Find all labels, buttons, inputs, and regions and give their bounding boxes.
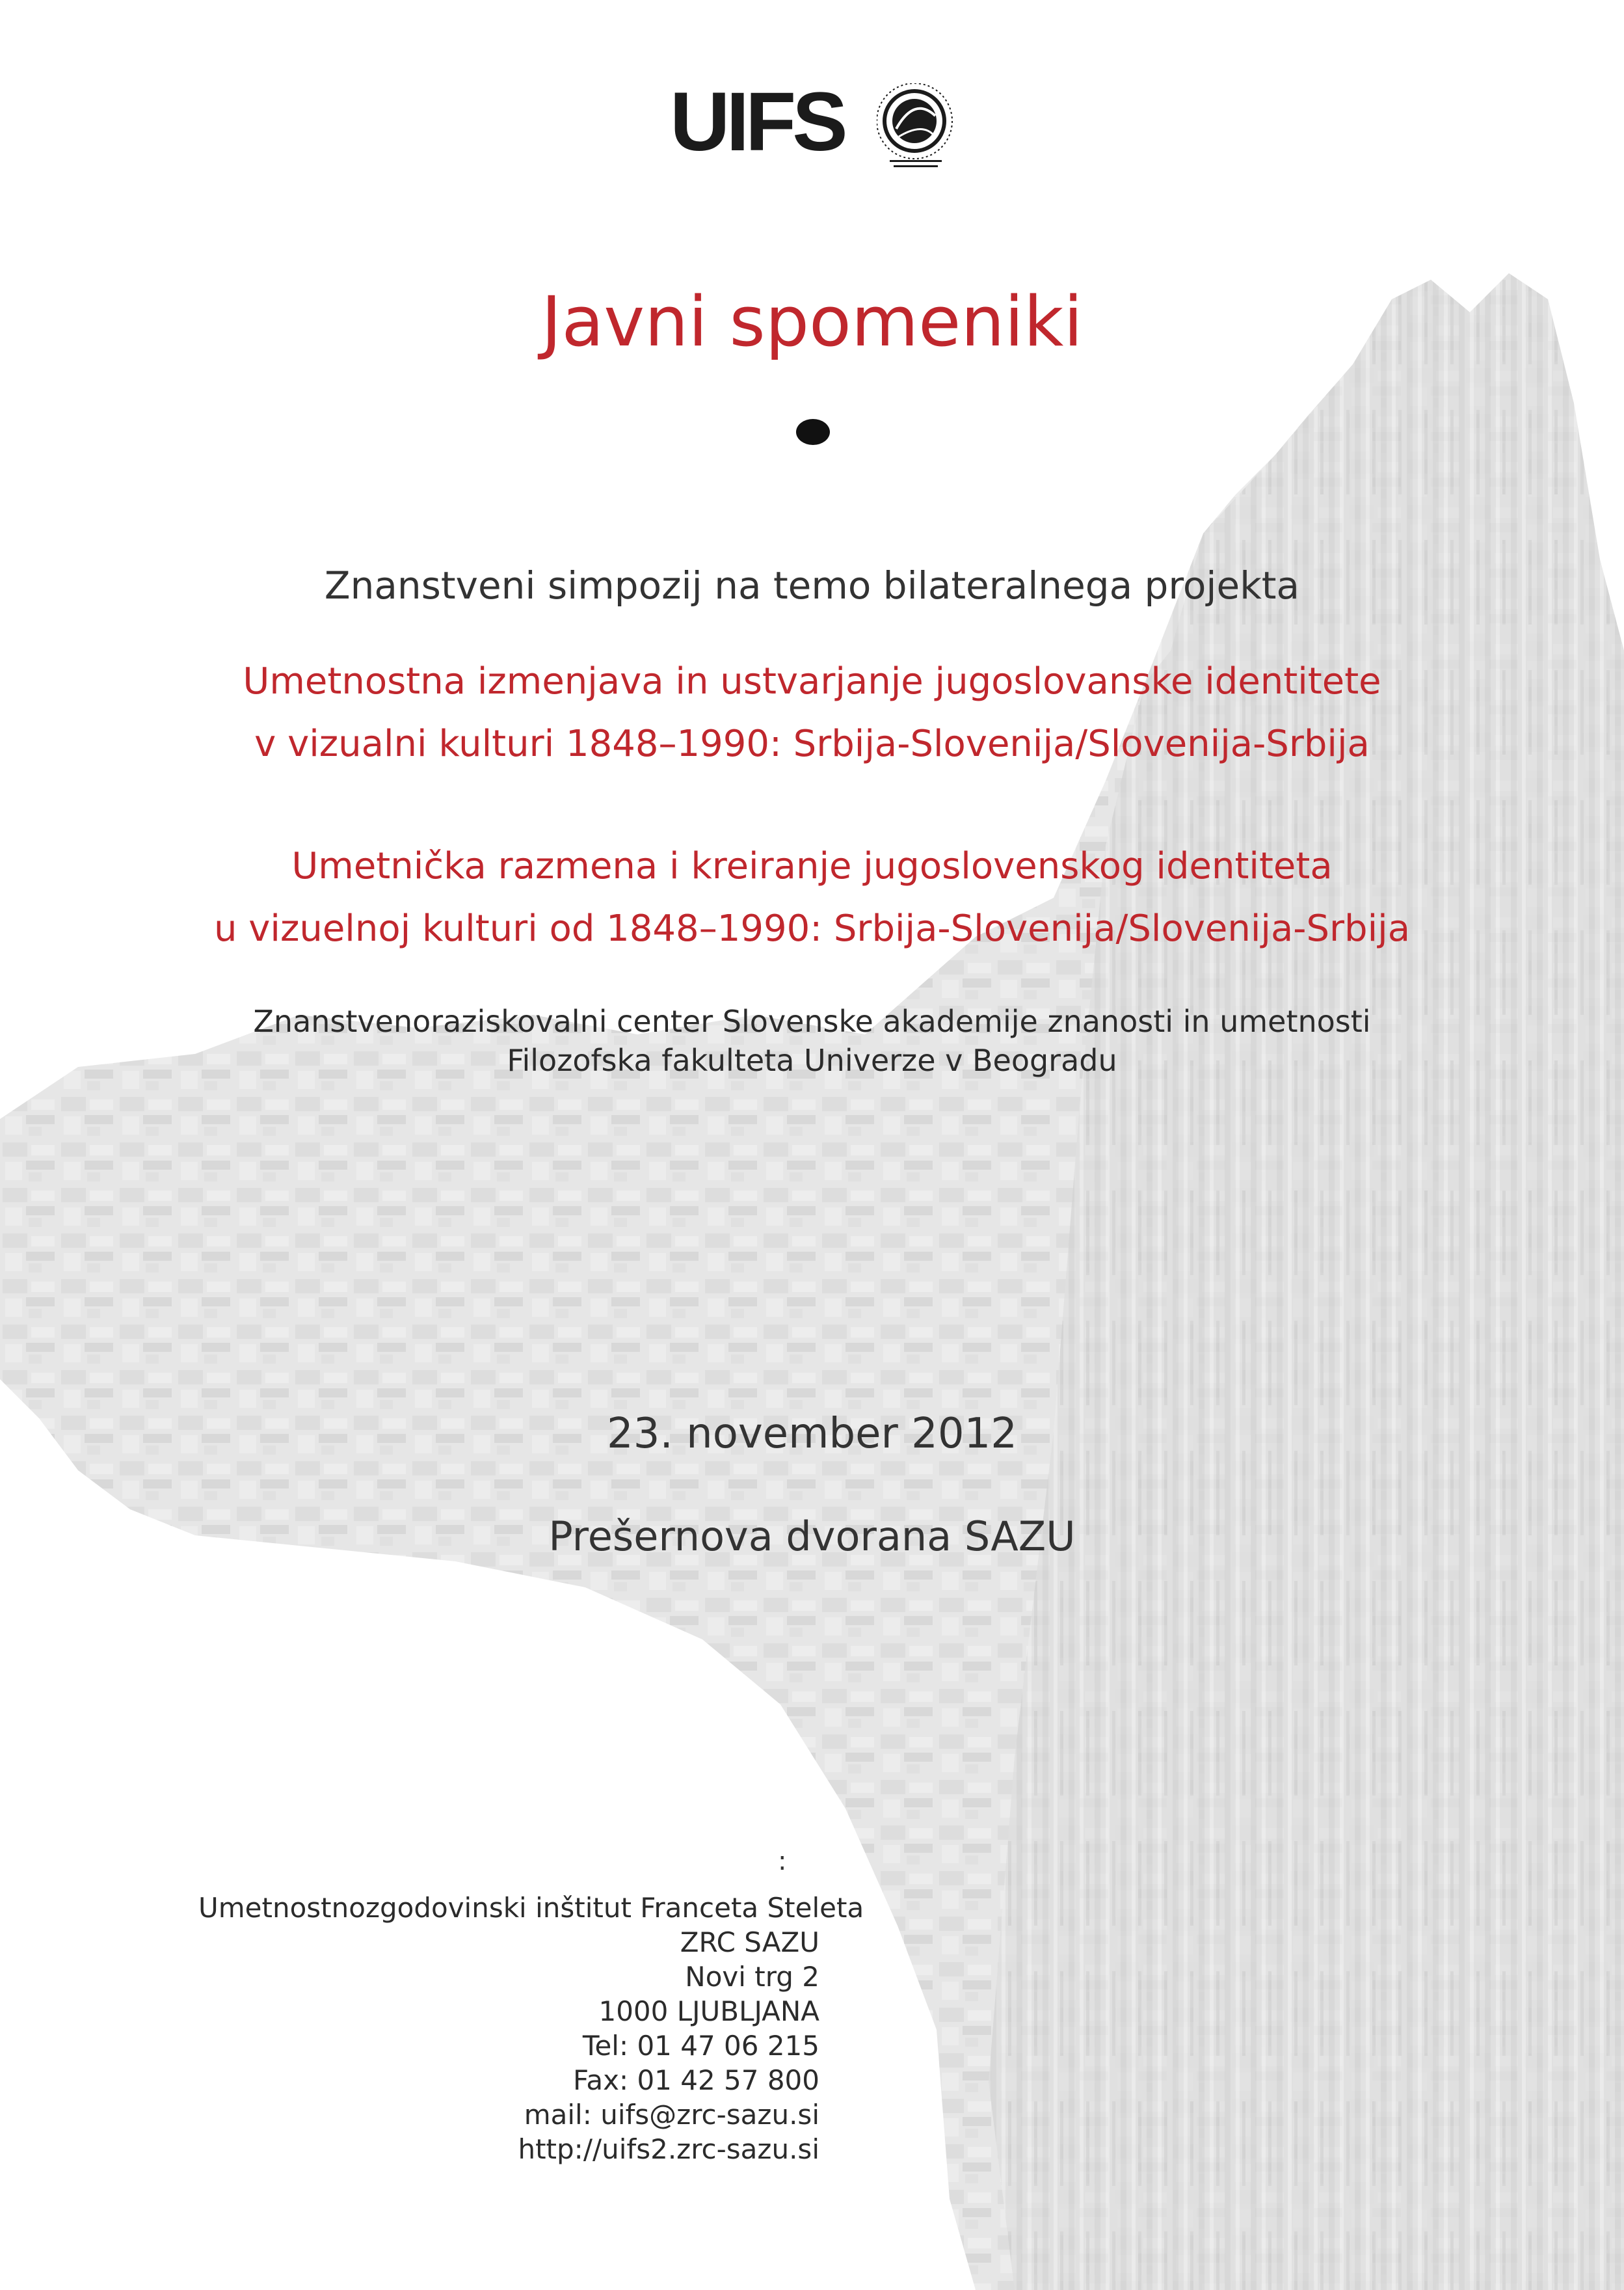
- decorative-dot-icon: [793, 416, 832, 448]
- organizing-institutions: [0, 1002, 1624, 1080]
- contact-tel: Tel: 01 47 06 215: [582, 2030, 819, 2062]
- contact-block: [169, 1891, 864, 2166]
- institution-line: Znanstvenoraziskovalni center Slovenske akademije znanosti in umetnosti: [253, 1004, 1371, 1039]
- poster-title: Javni spomeniki: [541, 282, 1083, 362]
- contact-fax: Fax: 01 42 57 800: [573, 2064, 819, 2096]
- zrc-sazu-seal-logo: [877, 83, 968, 174]
- uifs-logo-text: UIFS: [670, 75, 844, 168]
- contact-mail-link[interactable]: mail: uifs@zrc-sazu.si: [524, 2099, 819, 2131]
- project-title-line: u vizuelnoj kulturi od 1848–1990: Srbija-Slovenija/Slovenija-Srbija: [213, 908, 1411, 950]
- contact-street: Novi trg 2: [685, 1961, 819, 1993]
- contact-institute: Umetnostnozgodovinski inštitut Franceta Steleta: [198, 1892, 864, 1924]
- institution-line: Filozofska fakulteta Univerze v Beogradu: [507, 1043, 1117, 1078]
- contact-org: ZRC SAZU: [680, 1926, 819, 1958]
- event-date: 23. november 2012: [607, 1410, 1017, 1458]
- contact-separator: :: [778, 1846, 787, 1876]
- uifs-logo: [670, 75, 844, 168]
- contact-city: 1000 LJUBLJANA: [598, 1995, 819, 2027]
- event-venue: Prešernova dvorana SAZU: [548, 1513, 1076, 1560]
- project-title-line: Umetnička razmena i kreiranje jugoslovenskog identiteta: [291, 845, 1333, 887]
- project-title-slovenian: [0, 651, 1624, 775]
- logo-bar: [670, 75, 976, 168]
- contact-web-link[interactable]: http://uifs2.zrc-sazu.si: [518, 2133, 819, 2165]
- symposium-subtitle: Znanstveni simpozij na temo bilateralnega projekta: [324, 563, 1300, 608]
- project-title-line: v vizualni kulturi 1848–1990: Srbija-Slovenija/Slovenija-Srbija: [254, 723, 1370, 765]
- project-title-serbian: [0, 835, 1624, 960]
- project-title-line: Umetnostna izmenjava in ustvarjanje jugoslovanske identitete: [243, 660, 1381, 703]
